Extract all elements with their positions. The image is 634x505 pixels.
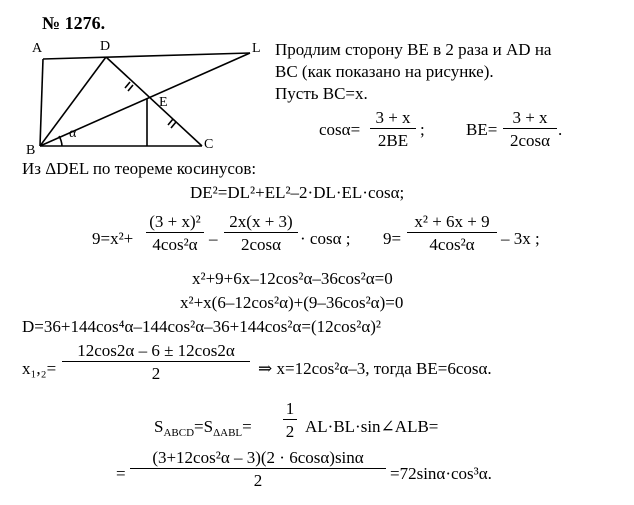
half-fraction [283,400,297,440]
eq9-f1-numerator: (3 + x)² [149,212,201,231]
be-tail: . [558,120,563,139]
line-b: x²+x(6–12cos²α)+(9–36cos²α)=0 [180,293,404,312]
cos-numerator: 3 + x [375,108,411,127]
eq9b-fraction [407,213,497,253]
de-squared-line: DE²=DL²+EL²–2·DL·EL·cosα; [190,183,405,202]
eq9b-start: 9= [383,229,402,248]
eq9-start: 9=x²+ [92,229,134,248]
angle-arc [59,136,62,146]
segment-al [43,53,250,59]
label-c: C [204,137,214,152]
eq9-fraction-1 [146,213,204,253]
x12-label: x₁,₂= [22,359,57,378]
final-denominator: 2 [253,471,263,490]
tick-mark-2b [171,122,176,128]
be-numerator: 3 + x [512,108,548,127]
theorem-line: Из ΔDEL по теореме косинусов: [22,159,257,178]
final-tail: =72sinα·cos³α. [390,464,492,483]
intro-line-3: Пусть BC=x. [275,84,368,103]
tick-mark-2 [168,119,173,125]
eq9-f2-numerator: 2x(x + 3) [229,212,293,231]
label-d: D [100,39,111,54]
tick-mark-1 [125,82,130,88]
half-denominator: 2 [285,422,295,441]
final-numerator: (3+12cos²α – 3)(2 · 6cosα)sinα [152,448,364,467]
area-tail: AL·BL·sin∠ALB= [305,417,439,436]
x12-denominator: 2 [151,364,161,383]
be-fraction [503,109,557,149]
eq9-minus: – [209,229,218,248]
label-l: L [252,41,261,56]
line-a: x²+9+6x–12cos²α–36cos²α=0 [192,269,393,288]
eq9b-end: – 3x ; [501,229,540,248]
label-alpha: α [69,126,77,141]
label-b: B [26,143,36,156]
cos-fraction [370,109,416,149]
label-a: A [32,41,43,56]
eq9-end: · cosα ; [300,229,351,248]
final-equals: = [116,464,126,483]
x12-result: ⇒ x=12cos²α–3, тогда BE=6cosα. [258,359,492,378]
intro-line-2: BC (как показано на рисунке). [275,62,494,81]
eq9-f1-denominator: 4cos²α [152,235,198,254]
segment-ab [40,59,43,146]
x12-numerator: 12cos2α – 6 ± 12cos2α [77,341,235,360]
final-fraction [130,449,386,489]
be-label: BE= [466,120,498,139]
eq9-f2-denominator: 2cosα [240,235,282,254]
eq9-fraction-2 [224,213,298,253]
label-e: E [159,95,168,110]
tick-mark-1b [128,85,133,91]
be-denominator: 2cosα [509,131,551,150]
x12-fraction [62,342,250,382]
cos-tail: ; [420,120,425,139]
cos-denominator: 2BE [377,131,409,150]
half-numerator: 1 [285,399,295,418]
eq9b-denominator: 4cos²α [429,235,475,254]
problem-number: № 1276. [42,13,106,33]
cos-label: cosα= [319,120,361,139]
area-line: $S_{ABCD}=S_{\Delta ABL}=$ [154,417,252,439]
intro-line-1: Продлим сторону BE в 2 раза и AD на [275,40,552,59]
discriminant-line: D=36+144cos⁴α–144cos²α–36+144cos²α=(12cos²α)² [22,317,382,336]
geometry-figure [22,36,272,156]
eq9b-numerator: x² + 6x + 9 [414,212,490,231]
segment-dc [106,57,202,146]
